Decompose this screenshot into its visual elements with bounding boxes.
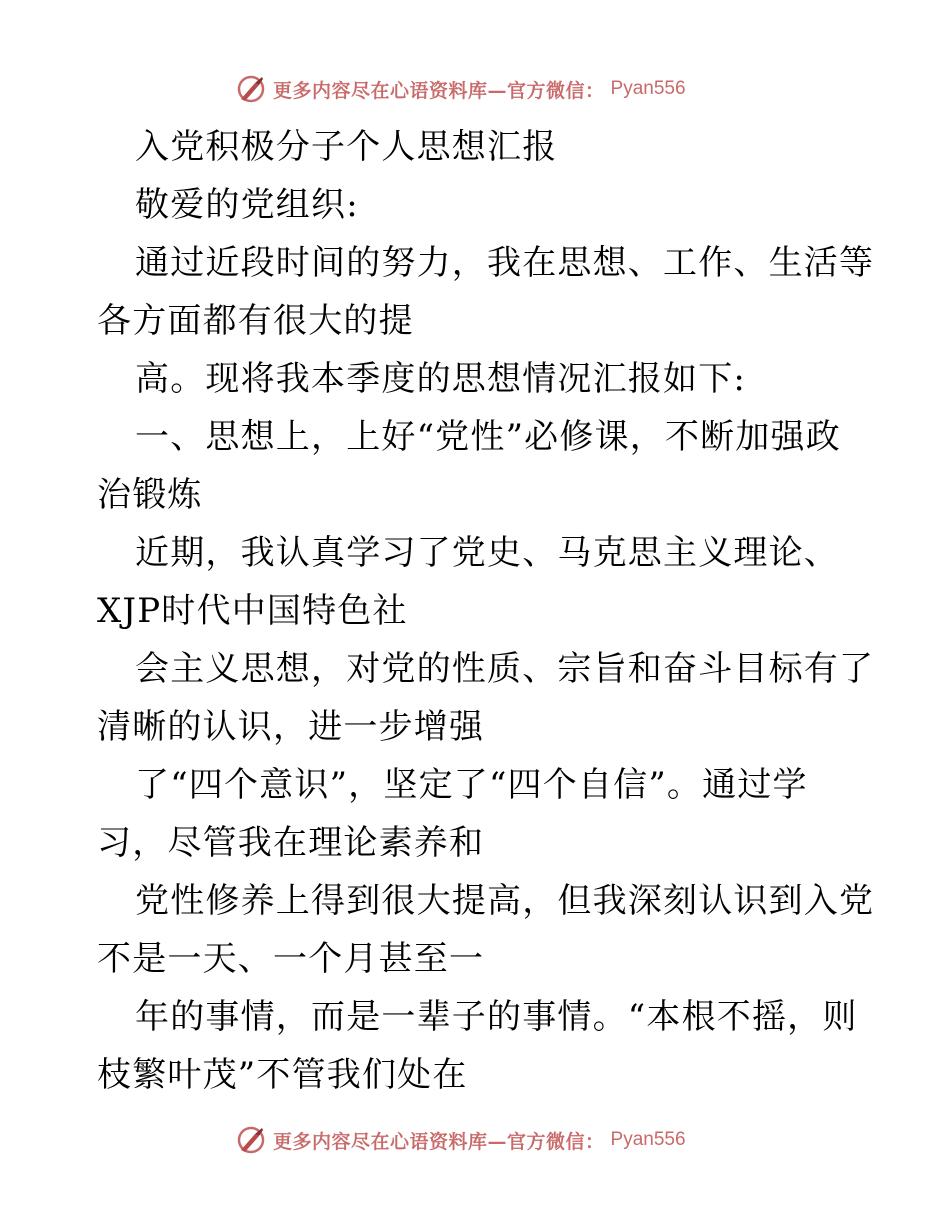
- document-title: 入党积极分子个人思想汇报: [135, 127, 558, 167]
- paragraph-line: 清晰的认识，进一步增强: [97, 707, 485, 747]
- salutation: 敬爱的党组织:: [135, 185, 359, 225]
- watermark-wechat-id: Pyan556: [610, 1129, 686, 1150]
- pen-logo-icon: [235, 73, 267, 105]
- watermark-header: [235, 72, 686, 106]
- paragraph-line: 年的事情，而是一辈子的事情。“本根不摇，则: [135, 997, 858, 1037]
- paragraph-line: 通过近段时间的努力，我在思想、工作、生活等: [135, 243, 875, 283]
- section-heading-cont: 治锻炼: [97, 475, 203, 515]
- paragraph-line: 不是一天、一个月甚至一: [97, 939, 485, 979]
- paragraph-line: 高。现将我本季度的思想情况汇报如下:: [135, 359, 747, 399]
- section-heading: 一、思想上，上好“党性”必修课，不断加强政: [135, 417, 841, 457]
- watermark-wechat-id: Pyan556: [610, 78, 686, 99]
- watermark-footer: [235, 1123, 686, 1157]
- paragraph-line: 各方面都有很大的提: [97, 301, 414, 341]
- paragraph-line: XJP时代中国特色社: [97, 591, 408, 631]
- pen-logo-icon: [235, 1124, 267, 1156]
- paragraph-line: 枝繁叶茂”不管我们处在: [97, 1055, 468, 1095]
- paragraph-line: 习，尽管我在理论素养和: [97, 823, 485, 863]
- paragraph-line: 党性修养上得到很大提高，但我深刻认识到入党: [135, 881, 875, 921]
- document-body: [97, 118, 875, 1104]
- watermark-site-text: 更多内容尽在心语资料库—官方微信：: [273, 79, 605, 102]
- paragraph-line: 会主义思想，对党的性质、宗旨和奋斗目标有了: [135, 649, 875, 689]
- paragraph-line: 近期，我认真学习了党史、马克思主义理论、: [135, 533, 839, 573]
- paragraph-line: 了“四个意识”，坚定了“四个自信”。通过学: [135, 765, 808, 805]
- watermark-site-text: 更多内容尽在心语资料库—官方微信：: [273, 1130, 605, 1153]
